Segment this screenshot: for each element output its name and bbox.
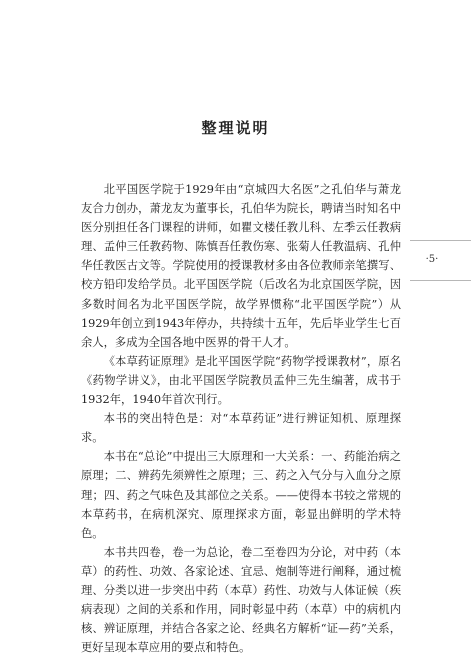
page-title: 整理说明 [201,119,270,137]
paragraph-2: 《本草药证原理》是北平国医学院“药物学授课教材”，原名《药物学讲义》，由北平国医学院教员孟仲三先生编著，成书于1932年，1940年首次刊行。 [81,354,401,407]
paragraph-3: 本书的突出特色是：对“本草药证”进行辨证知机、原理探求。 [81,412,401,445]
page-number: ·5· [425,254,439,265]
paragraph-1: 北平国医学院于1929年由“京城四大名医”之孔伯华与萧龙友合力创办，萧龙友为董事长，孔伯华为院长，聘请当时知名中医分别担任各门课程的讲师，如瞿文楼任教儿科、左季云任教病理、孟仲三任教药物、陈慎吾任教伤寒、张菊人任教温病、孔仲华任教医古文等。学院使用的授课教材多由各位教师亲笔撰写、校方铅印发给学员。北平国医学院（后改名为北京国医学院，因多数时间名为北平国医学院，故学界惯称“北平国医学院”）从1929年创立到1943年停办，共持续十五年，先后毕业学生七百余人，多成为全国各地中医界的骨干人才。 [81,183,401,349]
page-number-bottom-rule [410,280,471,281]
paragraph-4: 本书在“总论”中提出三大原理和一大关系：一、药能治病之原理；二、辨药先须辨性之原理；三、药之入气分与入血分之原理；四、药之气味色及其部位之关系。——使得本书较之常规的本草药书，在病机深究、原理探求方面，彰显出鲜明的学术特色。 [81,450,401,540]
paragraph-5: 本书共四卷，卷一为总论，卷二至卷四为分论，对中药（本草）的药性、功效、各家论述、宜忌、炮制等进行阐释，通过梳理、分类以进一步突出中药（本草）药性、功效与人体证候（疾病表现）之间的关系和作用，同时彰显中药（本草）中的病机内核、辨证原理，并结合各家之论、经典名方解析“证—药”关系，更好呈现本草应用的要点和特色。 [81,545,401,655]
body-text [81,180,401,657]
page-number-top-rule [410,240,471,241]
